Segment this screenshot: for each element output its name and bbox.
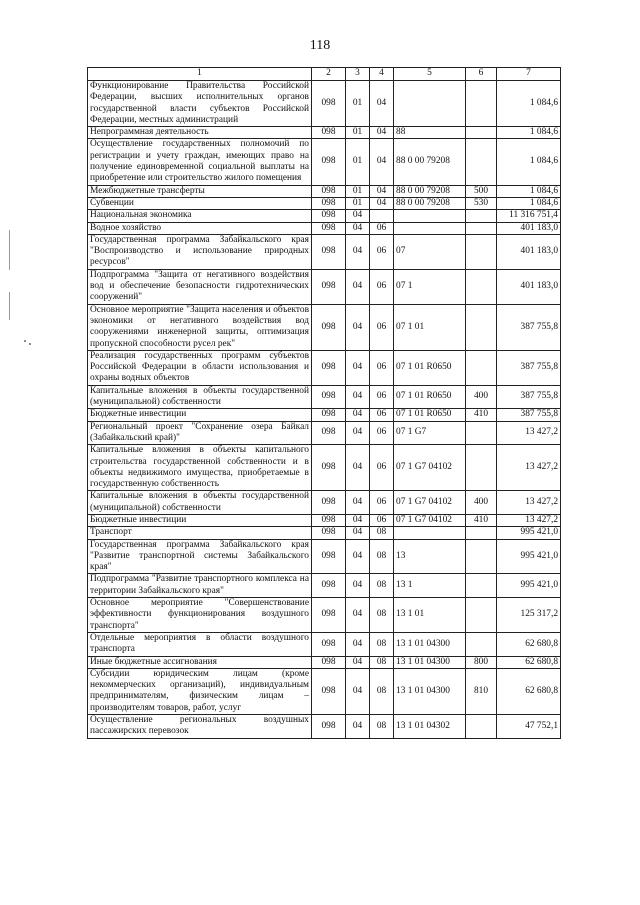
row-expense-type-cell: 800 xyxy=(466,656,497,668)
row-section-cell: 04 xyxy=(346,527,370,539)
row-target-article-cell: 07 1 G7 04102 xyxy=(394,445,466,491)
table-row xyxy=(88,185,561,197)
row-target-article-cell xyxy=(394,222,466,234)
row-amount-cell: 995 421,0 xyxy=(497,527,561,539)
scan-margin-dot xyxy=(29,343,31,345)
row-grbs-cell: 098 xyxy=(312,539,346,574)
row-amount-cell: 401 183,0 xyxy=(497,234,561,269)
scan-margin-mark xyxy=(9,230,10,270)
row-amount-cell: 1 084,6 xyxy=(497,139,561,185)
row-name-cell: Реализация государственных программ субъектов Российской Федерации в области использования и охраны водных объектов xyxy=(88,350,312,385)
row-expense-type-cell: 530 xyxy=(466,197,497,209)
header-cell: 7 xyxy=(497,68,561,81)
row-section-cell: 04 xyxy=(346,445,370,491)
row-name-cell: Капитальные вложения в объекты государственной (муниципальной) собственности xyxy=(88,385,312,409)
row-section-cell: 01 xyxy=(346,127,370,139)
row-name-cell: Субсидии юридическим лицам (кроме некоммерческих организаций), индивидуальным предпринимателям, физическим лицам – производителям товаров, работ, услуг xyxy=(88,668,312,714)
table-row xyxy=(88,632,561,656)
row-amount-cell: 47 752,1 xyxy=(497,715,561,739)
row-grbs-cell: 098 xyxy=(312,350,346,385)
row-subsection-cell: 06 xyxy=(370,269,394,304)
row-amount-cell: 1 084,6 xyxy=(497,185,561,197)
table-row xyxy=(88,656,561,668)
row-amount-cell: 995 421,0 xyxy=(497,574,561,598)
row-name-cell: Осуществление государственных полномочий по регистрации и учету граждан, имеющих право на получение единовременной социальной выплаты на приобретение или строительство жилого помещения xyxy=(88,139,312,185)
row-expense-type-cell: 400 xyxy=(466,385,497,409)
row-section-cell: 04 xyxy=(346,539,370,574)
row-amount-cell: 11 316 751,4 xyxy=(497,210,561,222)
row-section-cell: 04 xyxy=(346,632,370,656)
header-cell: 1 xyxy=(88,68,312,81)
row-amount-cell: 62 680,8 xyxy=(497,668,561,714)
header-cell: 3 xyxy=(346,68,370,81)
row-name-cell: Осуществление региональных воздушных пассажирских перевозок xyxy=(88,715,312,739)
row-name-cell: Основное мероприятие "Защита населения и объектов экономики от негативного воздействия вод сооружениями инженерной защиты, оптимизация пропускной способности русел рек" xyxy=(88,304,312,350)
row-amount-cell: 13 427,2 xyxy=(497,514,561,526)
row-expense-type-cell xyxy=(466,574,497,598)
header-cell: 2 xyxy=(312,68,346,81)
table-row xyxy=(88,81,561,127)
row-section-cell: 04 xyxy=(346,656,370,668)
table-row xyxy=(88,127,561,139)
row-section-cell: 01 xyxy=(346,81,370,127)
row-target-article-cell: 13 1 01 04300 xyxy=(394,656,466,668)
row-target-article-cell: 07 1 01 R0650 xyxy=(394,409,466,421)
row-grbs-cell: 098 xyxy=(312,421,346,445)
row-subsection-cell: 06 xyxy=(370,234,394,269)
row-name-cell: Транспорт xyxy=(88,527,312,539)
row-name-cell: Основное мероприятие "Совершенствование эффективности функционирования воздушного транспорта" xyxy=(88,598,312,633)
row-section-cell: 04 xyxy=(346,304,370,350)
table-row xyxy=(88,304,561,350)
row-subsection-cell: 06 xyxy=(370,304,394,350)
row-amount-cell: 401 183,0 xyxy=(497,269,561,304)
row-target-article-cell: 07 1 01 R0650 xyxy=(394,385,466,409)
row-name-cell: Иные бюджетные ассигнования xyxy=(88,656,312,668)
table-row xyxy=(88,527,561,539)
table-row xyxy=(88,234,561,269)
row-amount-cell: 13 427,2 xyxy=(497,445,561,491)
row-amount-cell: 387 755,8 xyxy=(497,304,561,350)
row-expense-type-cell: 500 xyxy=(466,185,497,197)
row-name-cell: Межбюджетные трансферты xyxy=(88,185,312,197)
row-target-article-cell xyxy=(394,210,466,222)
row-expense-type-cell: 410 xyxy=(466,514,497,526)
scan-margin-mark xyxy=(9,292,10,320)
row-name-cell: Непрограммная деятельность xyxy=(88,127,312,139)
row-amount-cell: 62 680,8 xyxy=(497,656,561,668)
row-amount-cell: 401 183,0 xyxy=(497,222,561,234)
row-grbs-cell: 098 xyxy=(312,197,346,209)
row-expense-type-cell: 810 xyxy=(466,668,497,714)
row-subsection-cell: 08 xyxy=(370,598,394,633)
row-name-cell: Бюджетные инвестиции xyxy=(88,409,312,421)
row-subsection-cell: 04 xyxy=(370,197,394,209)
row-target-article-cell: 88 xyxy=(394,127,466,139)
row-subsection-cell: 06 xyxy=(370,385,394,409)
row-subsection-cell: 06 xyxy=(370,409,394,421)
row-grbs-cell: 098 xyxy=(312,304,346,350)
row-amount-cell: 387 755,8 xyxy=(497,385,561,409)
row-expense-type-cell xyxy=(466,445,497,491)
row-section-cell: 04 xyxy=(346,350,370,385)
row-grbs-cell: 098 xyxy=(312,127,346,139)
row-target-article-cell: 07 1 01 xyxy=(394,304,466,350)
row-target-article-cell: 88 0 00 79208 xyxy=(394,139,466,185)
row-name-cell: Региональный проект "Сохранение озера Байкал (Забайкальский край)" xyxy=(88,421,312,445)
row-name-cell: Капитальные вложения в объекты государственной (муниципальной) собственности xyxy=(88,491,312,515)
header-cell: 5 xyxy=(394,68,466,81)
row-subsection-cell: 04 xyxy=(370,139,394,185)
scan-margin-dot xyxy=(24,340,26,342)
row-subsection-cell: 06 xyxy=(370,421,394,445)
row-expense-type-cell xyxy=(466,269,497,304)
row-expense-type-cell xyxy=(466,210,497,222)
row-target-article-cell: 07 1 01 R0650 xyxy=(394,350,466,385)
row-name-cell: Национальная экономика xyxy=(88,210,312,222)
row-grbs-cell: 098 xyxy=(312,715,346,739)
row-expense-type-cell xyxy=(466,632,497,656)
table-row xyxy=(88,222,561,234)
row-amount-cell: 1 084,6 xyxy=(497,81,561,127)
row-grbs-cell: 098 xyxy=(312,269,346,304)
row-subsection-cell: 06 xyxy=(370,222,394,234)
row-subsection-cell: 06 xyxy=(370,350,394,385)
row-expense-type-cell: 410 xyxy=(466,409,497,421)
row-subsection-cell: 06 xyxy=(370,445,394,491)
table-row xyxy=(88,197,561,209)
row-target-article-cell: 13 1 01 04302 xyxy=(394,715,466,739)
row-subsection-cell: 04 xyxy=(370,185,394,197)
row-subsection-cell: 06 xyxy=(370,491,394,515)
row-grbs-cell: 098 xyxy=(312,185,346,197)
row-grbs-cell: 098 xyxy=(312,234,346,269)
table-row xyxy=(88,210,561,222)
row-grbs-cell: 098 xyxy=(312,598,346,633)
row-name-cell: Бюджетные инвестиции xyxy=(88,514,312,526)
row-subsection-cell: 08 xyxy=(370,668,394,714)
row-target-article-cell: 07 1 G7 xyxy=(394,421,466,445)
row-expense-type-cell xyxy=(466,81,497,127)
table-row xyxy=(88,598,561,633)
row-grbs-cell: 098 xyxy=(312,210,346,222)
row-target-article-cell: 88 0 00 79208 xyxy=(394,185,466,197)
row-amount-cell: 13 427,2 xyxy=(497,421,561,445)
row-name-cell: Функционирование Правительства Российской Федерации, высших исполнительных органов государственной власти субъектов Российской Федерации, местных администраций xyxy=(88,81,312,127)
row-section-cell: 04 xyxy=(346,210,370,222)
row-section-cell: 04 xyxy=(346,514,370,526)
row-amount-cell: 387 755,8 xyxy=(497,409,561,421)
table-row xyxy=(88,350,561,385)
row-section-cell: 01 xyxy=(346,197,370,209)
row-target-article-cell: 07 xyxy=(394,234,466,269)
row-target-article-cell xyxy=(394,527,466,539)
row-name-cell: Субвенции xyxy=(88,197,312,209)
row-name-cell: Государственная программа Забайкальского края "Воспроизводство и использование природных ресурсов" xyxy=(88,234,312,269)
table-row xyxy=(88,491,561,515)
row-section-cell: 04 xyxy=(346,222,370,234)
table-row xyxy=(88,445,561,491)
table-row xyxy=(88,668,561,714)
row-amount-cell: 995 421,0 xyxy=(497,539,561,574)
row-expense-type-cell xyxy=(466,222,497,234)
row-target-article-cell: 13 1 01 04300 xyxy=(394,632,466,656)
row-name-cell: Капитальные вложения в объекты капитального строительства государственной собственности и в объекты недвижимого имущества, приобретаемые в государственную собственность xyxy=(88,445,312,491)
row-amount-cell: 1 084,6 xyxy=(497,127,561,139)
row-target-article-cell: 07 1 G7 04102 xyxy=(394,491,466,515)
row-target-article-cell: 88 0 00 79208 xyxy=(394,197,466,209)
row-grbs-cell: 098 xyxy=(312,445,346,491)
row-amount-cell: 387 755,8 xyxy=(497,350,561,385)
row-grbs-cell: 098 xyxy=(312,81,346,127)
table-row xyxy=(88,421,561,445)
row-section-cell: 04 xyxy=(346,715,370,739)
table-row xyxy=(88,514,561,526)
row-section-cell: 04 xyxy=(346,234,370,269)
row-expense-type-cell: 400 xyxy=(466,491,497,515)
row-grbs-cell: 098 xyxy=(312,491,346,515)
header-cell: 4 xyxy=(370,68,394,81)
table-row xyxy=(88,385,561,409)
page-number: 118 xyxy=(309,38,331,53)
row-amount-cell: 13 427,2 xyxy=(497,491,561,515)
table-row xyxy=(88,539,561,574)
row-expense-type-cell xyxy=(466,421,497,445)
row-section-cell: 04 xyxy=(346,491,370,515)
row-expense-type-cell xyxy=(466,539,497,574)
table-row xyxy=(88,139,561,185)
row-name-cell: Государственная программа Забайкальского края "Развитие транспортной системы Забайкальского края" xyxy=(88,539,312,574)
row-target-article-cell: 07 1 G7 04102 xyxy=(394,514,466,526)
row-target-article-cell: 13 xyxy=(394,539,466,574)
row-name-cell: Водное хозяйство xyxy=(88,222,312,234)
row-section-cell: 04 xyxy=(346,598,370,633)
row-section-cell: 04 xyxy=(346,421,370,445)
row-subsection-cell: 08 xyxy=(370,632,394,656)
row-target-article-cell: 13 1 01 04300 xyxy=(394,668,466,714)
row-grbs-cell: 098 xyxy=(312,574,346,598)
row-grbs-cell: 098 xyxy=(312,514,346,526)
row-grbs-cell: 098 xyxy=(312,668,346,714)
row-subsection-cell: 04 xyxy=(370,81,394,127)
row-subsection-cell: 08 xyxy=(370,574,394,598)
row-grbs-cell: 098 xyxy=(312,139,346,185)
row-section-cell: 04 xyxy=(346,574,370,598)
row-target-article-cell: 13 1 xyxy=(394,574,466,598)
row-subsection-cell: 06 xyxy=(370,514,394,526)
table-row xyxy=(88,715,561,739)
row-expense-type-cell xyxy=(466,139,497,185)
row-amount-cell: 62 680,8 xyxy=(497,632,561,656)
table-row xyxy=(88,574,561,598)
row-subsection-cell xyxy=(370,210,394,222)
header-row xyxy=(88,68,561,81)
row-target-article-cell: 07 1 xyxy=(394,269,466,304)
row-subsection-cell: 08 xyxy=(370,527,394,539)
row-expense-type-cell xyxy=(466,304,497,350)
row-section-cell: 01 xyxy=(346,185,370,197)
row-target-article-cell xyxy=(394,81,466,127)
row-amount-cell: 125 317,2 xyxy=(497,598,561,633)
row-expense-type-cell xyxy=(466,598,497,633)
row-section-cell: 04 xyxy=(346,409,370,421)
row-section-cell: 04 xyxy=(346,385,370,409)
table-body xyxy=(88,81,561,739)
row-expense-type-cell xyxy=(466,527,497,539)
row-grbs-cell: 098 xyxy=(312,409,346,421)
row-section-cell: 04 xyxy=(346,269,370,304)
row-target-article-cell: 13 1 01 xyxy=(394,598,466,633)
row-amount-cell: 1 084,6 xyxy=(497,197,561,209)
row-grbs-cell: 098 xyxy=(312,385,346,409)
row-grbs-cell: 098 xyxy=(312,632,346,656)
table-row xyxy=(88,269,561,304)
row-grbs-cell: 098 xyxy=(312,527,346,539)
row-grbs-cell: 098 xyxy=(312,222,346,234)
row-subsection-cell: 08 xyxy=(370,715,394,739)
table-row xyxy=(88,409,561,421)
row-section-cell: 01 xyxy=(346,139,370,185)
row-section-cell: 04 xyxy=(346,668,370,714)
row-expense-type-cell xyxy=(466,350,497,385)
row-subsection-cell: 04 xyxy=(370,127,394,139)
row-name-cell: Подпрограмма "Защита от негативного воздействия вод и обеспечение безопасности гидротехнических сооружений" xyxy=(88,269,312,304)
row-name-cell: Отдельные мероприятия в области воздушного транспорта xyxy=(88,632,312,656)
row-expense-type-cell xyxy=(466,715,497,739)
row-grbs-cell: 098 xyxy=(312,656,346,668)
row-expense-type-cell xyxy=(466,127,497,139)
row-subsection-cell: 08 xyxy=(370,539,394,574)
budget-table xyxy=(87,67,561,739)
row-name-cell: Подпрограмма "Развитие транспортного комплекса на территории Забайкальского края" xyxy=(88,574,312,598)
row-expense-type-cell xyxy=(466,234,497,269)
row-subsection-cell: 08 xyxy=(370,656,394,668)
header-cell: 6 xyxy=(466,68,497,81)
